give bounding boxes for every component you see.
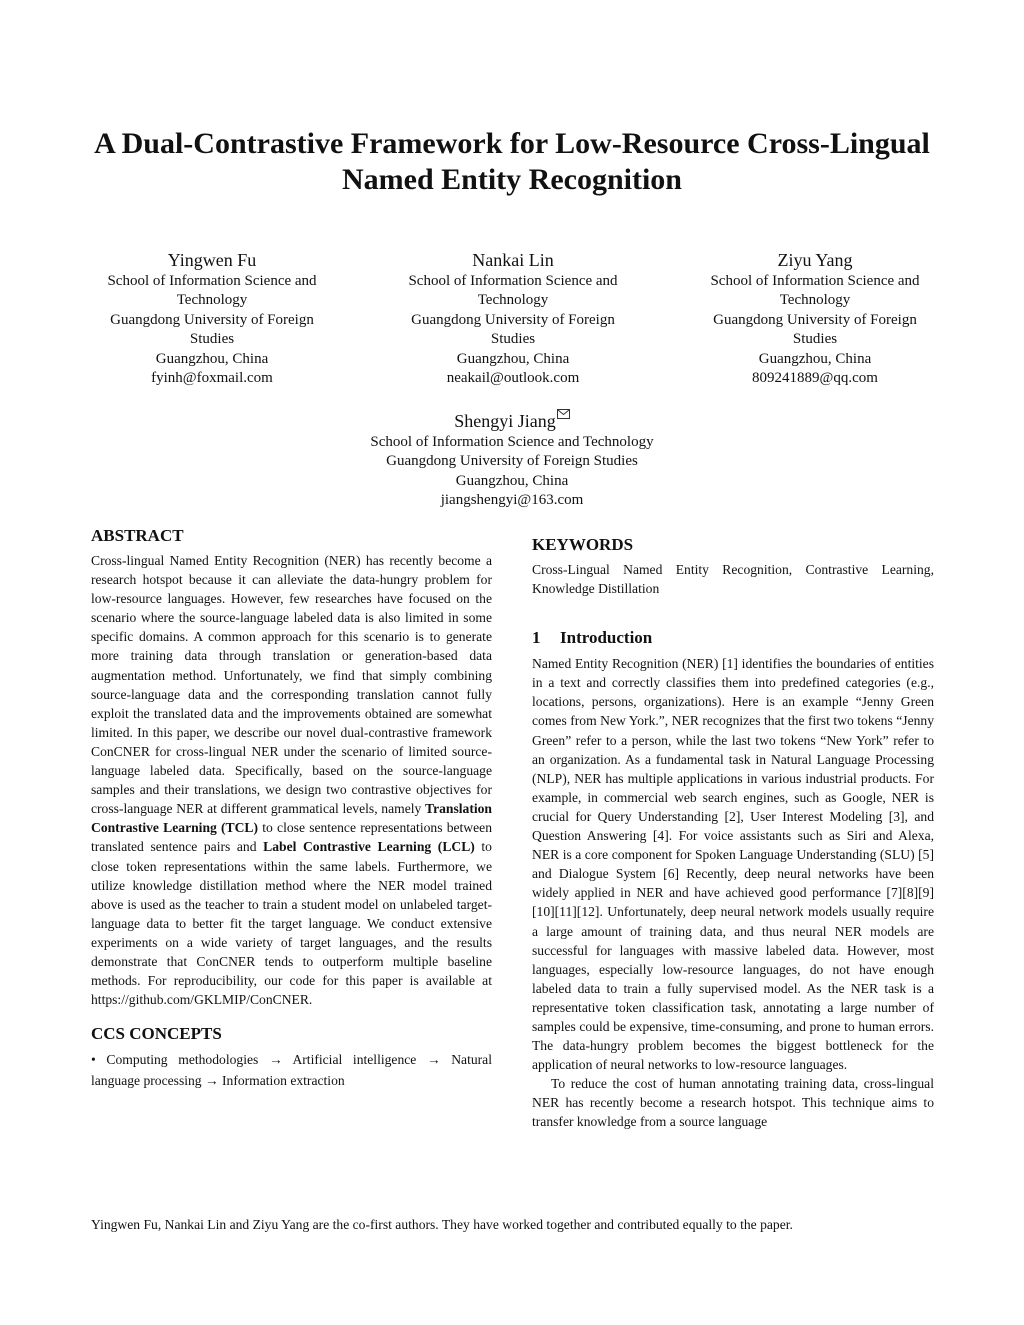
- envelope-icon: [557, 409, 570, 419]
- abstract-text: [91, 551, 492, 1009]
- author-affiliation: Technology: [477, 292, 549, 309]
- abstract-heading: ABSTRACT: [91, 526, 184, 545]
- paper-title: [0, 126, 1024, 198]
- author-affiliation: Guangdong University of Foreign: [411, 311, 615, 328]
- author-affiliation: School of Information Science and: [408, 273, 618, 289]
- intro-paragraph-1: Named Entity Recognition (NER) [1] identifies the boundaries of entities in a text and correctly classifies them into predefined categories (e.g., locations, persons, organizations). Here is an example “Jenny Green comes from New York.”, NER recognizes that the first two tokens “Jenny Green” refer to a person, while the last two tokens “New York” refer to an organization. As a fundamental task in Natural Language Processing (NLP), NER has multiple applications in various industrial products. For example, in commercial web search engines, such as Google, NER is crucial for Query Understanding [2], User Interest Modeling [3], and Question Answering [4]. For voice assistants such as Siri and Alexa, NER is a core component for Spoken Language Understanding (SLU) [5] and Dialogue System [6] Recently, deep neural networks have been widely applied in NER and have achieved good performance [7][8][9][10][11][12]. Unfortunately, deep neural network models usually require a large amount of training data, and thus neural NER models are successful for languages with massive labeled data. However, most languages, especially low-resource languages, do not have enough labeled data to train a fully supervised model. As the NER task is a representative token classification task, annotating a large number of samples could be expensive, time-consuming, and prone to human errors. The data-hungry problem becomes the biggest bottleneck for the application of neural networks to low-resource languages.: [532, 656, 934, 1073]
- section-title: Introduction: [560, 628, 653, 648]
- footnote: Yingwen Fu, Nankai Lin and Ziyu Yang are the co-first authors. They have worked together and contributed equally to the paper.: [91, 1217, 793, 1232]
- author-affiliation: Studies: [189, 331, 235, 348]
- author-location: Guangzhou, China: [155, 350, 269, 367]
- intro-paragraph-2: To reduce the cost of human annotating training data, cross-lingual NER has recently become a research hotspot. This technique aims to transfer knowledge from a source language: [532, 1076, 934, 1130]
- author-email[interactable]: neakail@outlook.com: [446, 370, 580, 387]
- author-affiliation: School of Information Science and: [710, 273, 920, 289]
- author-affiliation: School of Information Science and: [107, 273, 317, 289]
- author-affiliation: Technology: [779, 292, 851, 309]
- section-number: 1: [532, 628, 541, 648]
- abstract-text-part: to close token representations within the same labels. Furthermore, we utilize knowledge distillation method where the NER model trained above is used as the teacher to train a student model on unlabeled target-language data to better fit the target language. We conduct extensive experiments on a wide variety of target languages, and the results demonstrate that ConCNER tends to outperform multiple baseline methods. For reproducibility, our code for this paper is available at https://github.com/GKLMIP/ConCNER.: [91, 839, 492, 1008]
- keywords-text: Cross-Lingual Named Entity Recognition, Contrastive Learning, Knowledge Distillation: [532, 562, 934, 597]
- author-block-1: [90, 248, 334, 388]
- right-column: [532, 534, 934, 1132]
- section-heading-introduction: [532, 627, 934, 649]
- author-location: Guangzhou, China: [456, 350, 570, 367]
- author-name: Shengyi Jiang: [454, 411, 556, 431]
- author-location: Guangzhou, China: [758, 350, 872, 367]
- abstract-emphasis: Translation Contrastive Learning (TCL): [91, 801, 492, 836]
- author-email[interactable]: 809241889@qq.com: [752, 370, 878, 387]
- author-name: Yingwen Fu: [167, 250, 257, 270]
- author-affiliation: School of Information Science and Technology: [370, 434, 654, 450]
- ccs-heading: CCS CONCEPTS: [91, 1024, 222, 1044]
- keywords-heading: KEYWORDS: [532, 535, 634, 554]
- left-column: [91, 525, 492, 1091]
- author-block-3: [693, 248, 937, 388]
- author-affiliation: Guangdong University of Foreign: [713, 311, 917, 328]
- author-name: Ziyu Yang: [777, 250, 853, 270]
- ccs-text: • Computing methodologies → Artificial intelligence → Natural language processing → Information extraction: [91, 1052, 492, 1089]
- author-name-row: [312, 409, 712, 433]
- author-affiliation: Technology: [176, 292, 248, 309]
- author-name: Nankai Lin: [472, 250, 554, 270]
- abstract-text-part: Cross-lingual Named Entity Recognition (NER) has recently become a research hotspot because it can alleviate the data-hungry problem for low-resource languages. However, few researches have focused on the scenario where the source-language labeled data is also limited in some specific domains. A common approach for this scenario is to generate more training data through translation or generation-based data augmentation method. Unfortunately, we find that simply combining source-language data and the corresponding translation cannot fully exploit the translated data and the improvements obtained are somewhat limited. In this paper, we describe our novel dual-contrastive framework ConCNER for cross-lingual NER under the scenario of limited source-language labeled data. Specifically, based on the source-language samples and their translations, we design two contrastive objectives for cross-language NER at different grammatical levels, namely: [91, 553, 492, 817]
- author-location: Guangzhou, China: [455, 472, 569, 489]
- title-line-2: Named Entity Recognition: [342, 163, 682, 196]
- author-email[interactable]: jiangshengyi@163.com: [440, 492, 584, 509]
- author-affiliation: Guangdong University of Foreign: [110, 311, 314, 328]
- title-line-1: A Dual-Contrastive Framework for Low-Resource Cross-Lingual: [94, 127, 930, 160]
- abstract-text-part: to close sentence representations between translated sentence pairs and: [91, 820, 492, 855]
- author-affiliation: Studies: [792, 331, 838, 348]
- author-block-2: [391, 248, 635, 388]
- author-email[interactable]: fyinh@foxmail.com: [151, 370, 273, 387]
- abstract-emphasis: Label Contrastive Learning (LCL): [263, 839, 475, 855]
- author-affiliation: Studies: [490, 331, 536, 348]
- author-block-4: [312, 409, 712, 511]
- author-affiliation: Guangdong University of Foreign Studies: [386, 453, 638, 470]
